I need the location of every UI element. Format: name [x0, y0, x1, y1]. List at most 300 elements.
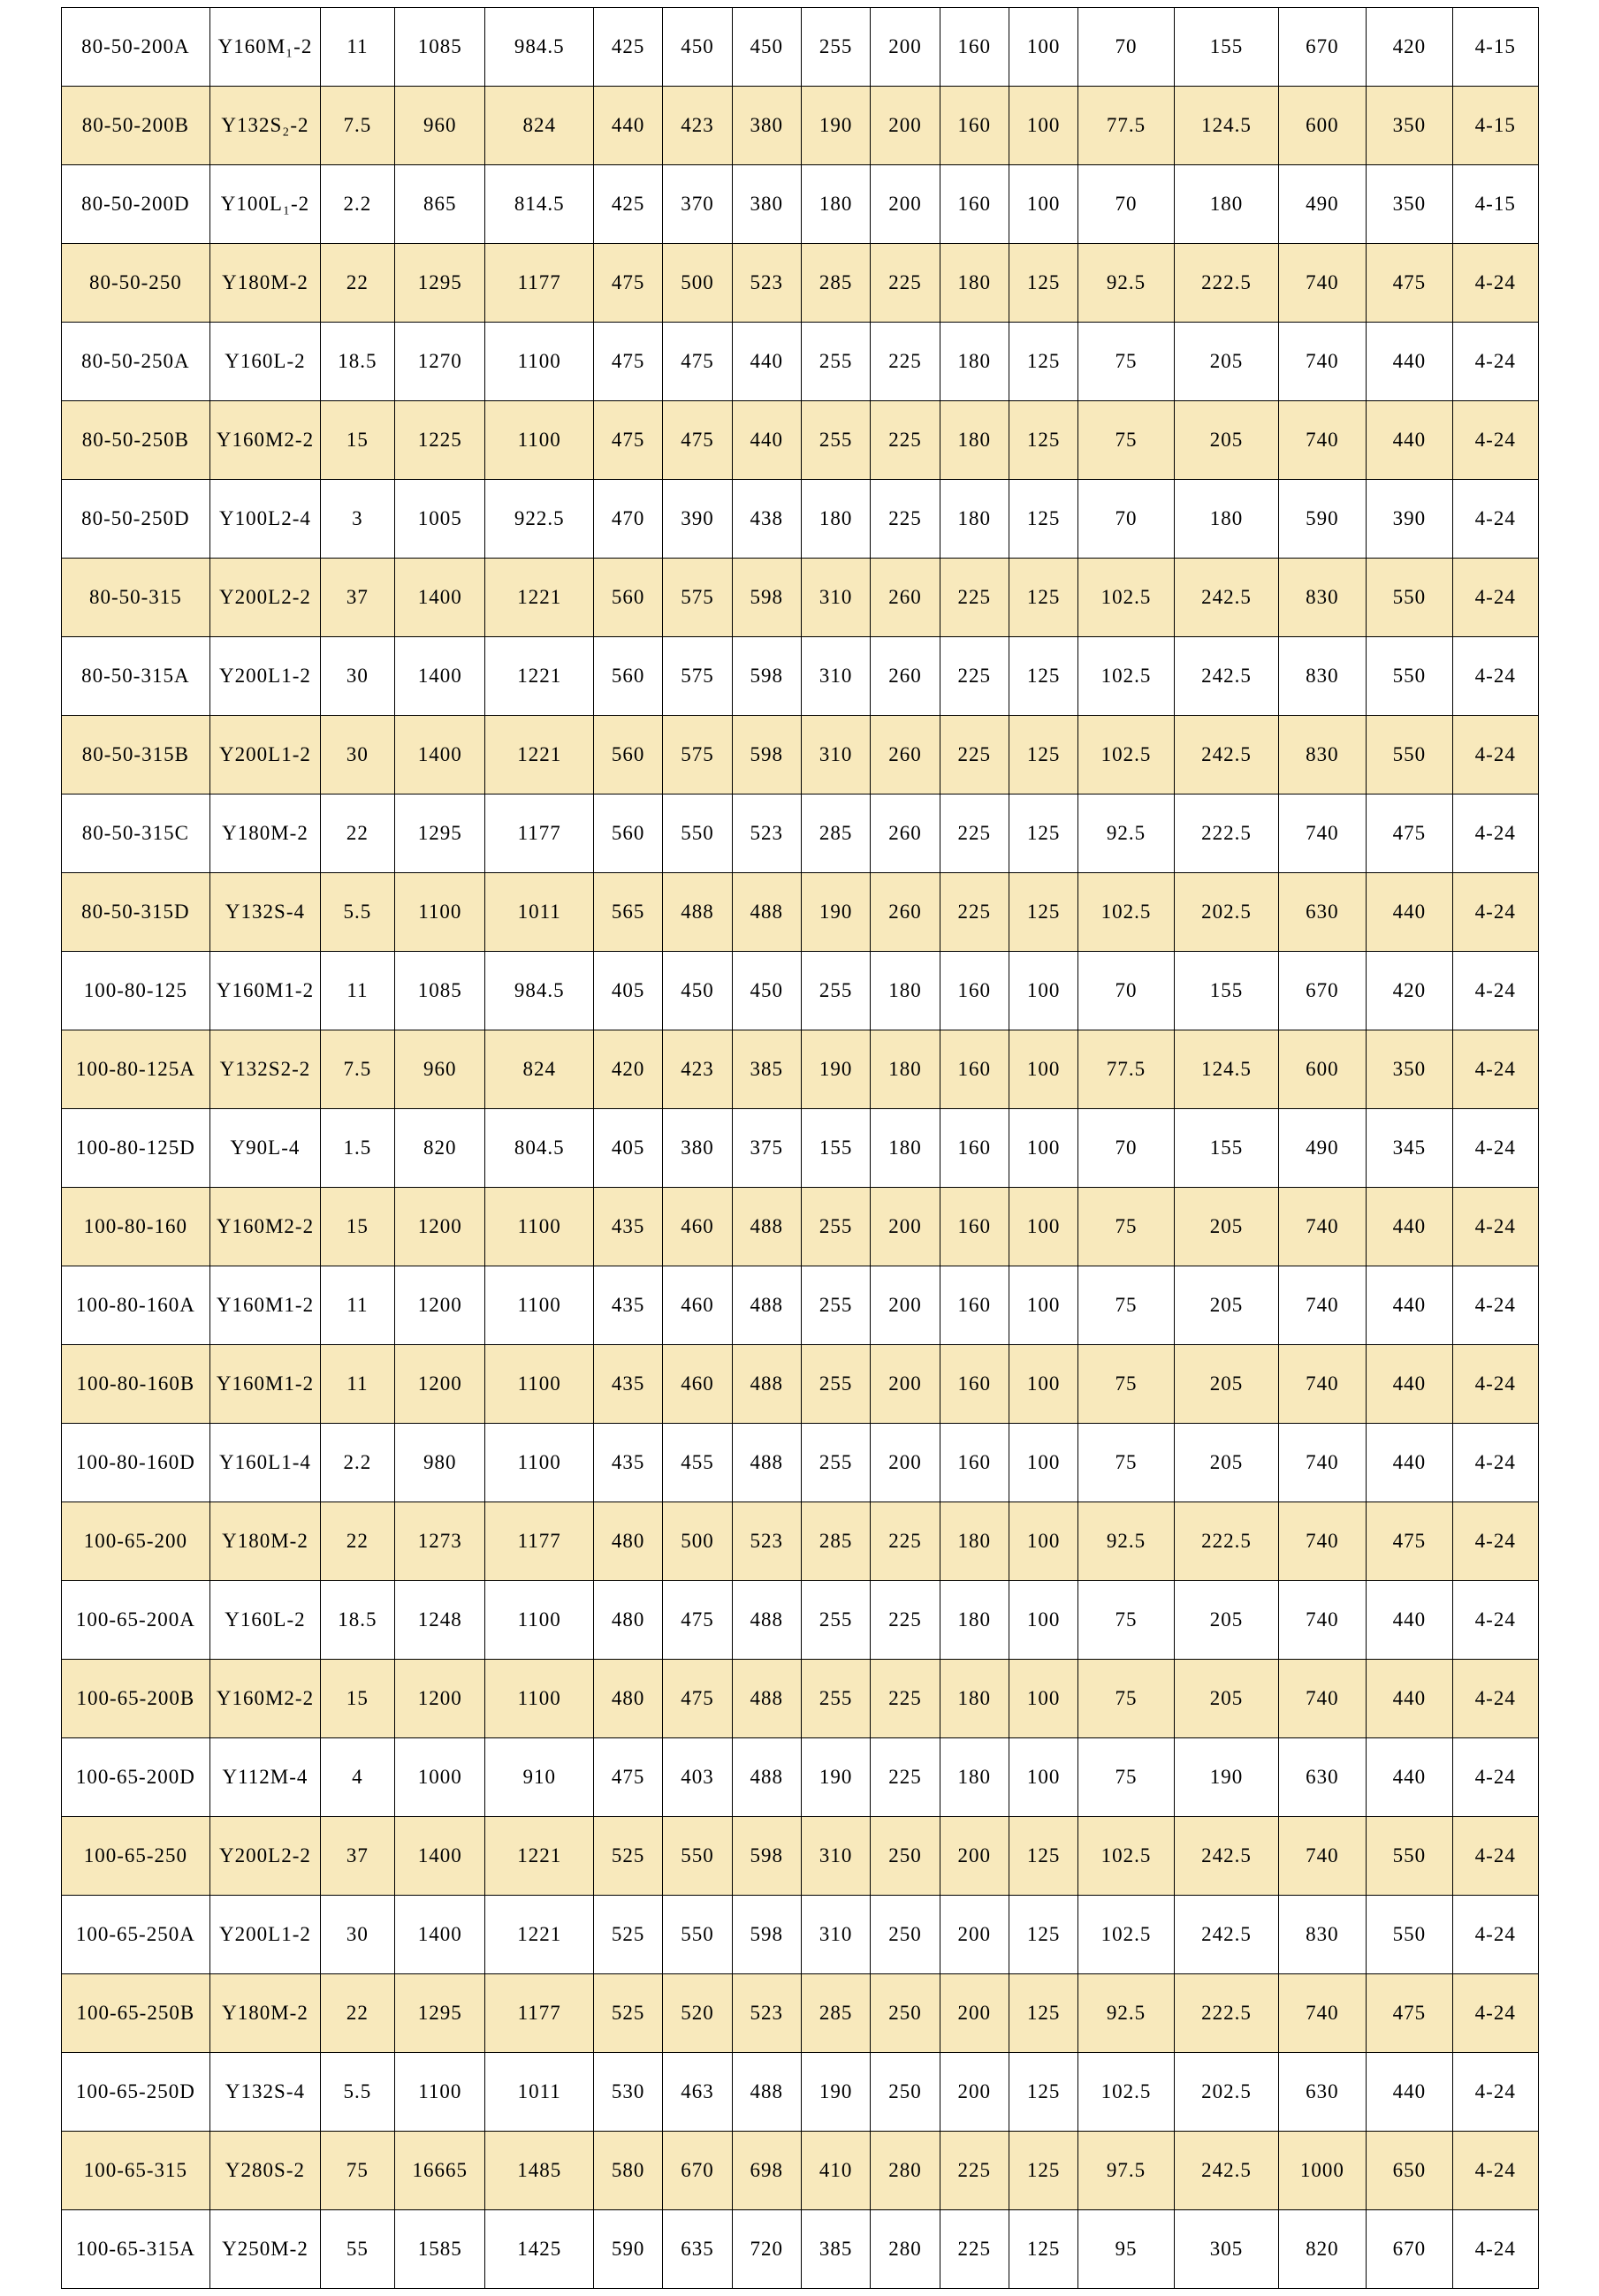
cell-dim_e: 488: [732, 1660, 801, 1738]
cell-dim_e: 488: [732, 1581, 801, 1660]
cell-dim_l: 740: [1279, 1502, 1366, 1581]
table-row: [61, 873, 1538, 952]
cell-dim_e: 598: [732, 637, 801, 716]
cell-dim_e: 720: [732, 2210, 801, 2289]
cell-dim_b: 984.5: [485, 952, 594, 1030]
cell-dim_e: 698: [732, 2132, 801, 2210]
cell-dim_b: 922.5: [485, 480, 594, 559]
cell-dim_h: 225: [940, 2132, 1009, 2210]
cell-dim_m: 475: [1366, 244, 1452, 323]
cell-dim_d: 550: [663, 1896, 732, 1974]
cell-dim_g: 180: [871, 1109, 940, 1188]
cell-dim_g: 200: [871, 1266, 940, 1345]
cell-power_kw: 15: [320, 1660, 394, 1738]
cell-dim_d: 575: [663, 637, 732, 716]
cell-motor: Y160M2-2: [210, 1660, 321, 1738]
cell-dim_k: 205: [1174, 1266, 1278, 1345]
cell-dim_g: 225: [871, 1660, 940, 1738]
cell-dim_m: 350: [1366, 1030, 1452, 1109]
cell-bolts: 4-24: [1453, 1581, 1538, 1660]
cell-bolts: 4-24: [1453, 1424, 1538, 1502]
cell-dim_g: 225: [871, 1502, 940, 1581]
cell-dim_m: 440: [1366, 1424, 1452, 1502]
cell-dim_h: 160: [940, 1030, 1009, 1109]
cell-dim_d: 475: [663, 323, 732, 401]
cell-dim_k: 205: [1174, 1581, 1278, 1660]
cell-bolts: 4-24: [1453, 716, 1538, 794]
cell-dim_b: 1100: [485, 1266, 594, 1345]
cell-dim_l: 740: [1279, 794, 1366, 873]
cell-dim_l: 740: [1279, 323, 1366, 401]
cell-dim_d: 423: [663, 1030, 732, 1109]
cell-dim_f: 310: [801, 559, 870, 637]
cell-dim_h: 225: [940, 794, 1009, 873]
cell-dim_l: 590: [1279, 480, 1366, 559]
cell-dim_k: 222.5: [1174, 1502, 1278, 1581]
cell-dim_l: 740: [1279, 1345, 1366, 1424]
cell-power_kw: 15: [320, 1188, 394, 1266]
cell-motor: Y160L-2: [210, 323, 321, 401]
cell-dim_f: 385: [801, 2210, 870, 2289]
cell-dim_a: 865: [395, 165, 485, 244]
table-row: [61, 559, 1538, 637]
cell-dim_j: 75: [1078, 1424, 1174, 1502]
cell-model: 80-50-315D: [61, 873, 210, 952]
cell-dim_l: 830: [1279, 716, 1366, 794]
cell-motor: Y160M2-2: [210, 1188, 321, 1266]
cell-dim_h: 180: [940, 323, 1009, 401]
cell-bolts: 4-24: [1453, 1974, 1538, 2053]
cell-dim_h: 200: [940, 1974, 1009, 2053]
cell-dim_f: 190: [801, 87, 870, 165]
cell-model: 100-65-200B: [61, 1660, 210, 1738]
cell-dim_a: 1248: [395, 1581, 485, 1660]
cell-dim_j: 92.5: [1078, 794, 1174, 873]
cell-dim_e: 380: [732, 165, 801, 244]
cell-power_kw: 11: [320, 952, 394, 1030]
cell-bolts: 4-24: [1453, 1738, 1538, 1817]
cell-dim_m: 440: [1366, 1266, 1452, 1345]
cell-dim_i: 125: [1009, 1974, 1077, 2053]
cell-dim_l: 670: [1279, 952, 1366, 1030]
cell-dim_f: 310: [801, 1817, 870, 1896]
cell-motor: Y160M1-2: [210, 1345, 321, 1424]
cell-dim_a: 1200: [395, 1660, 485, 1738]
cell-power_kw: 30: [320, 637, 394, 716]
cell-dim_c: 525: [593, 1817, 662, 1896]
cell-dim_c: 435: [593, 1188, 662, 1266]
cell-dim_e: 488: [732, 1738, 801, 1817]
cell-dim_c: 425: [593, 8, 662, 87]
cell-dim_m: 650: [1366, 2132, 1452, 2210]
cell-dim_g: 225: [871, 480, 940, 559]
cell-dim_e: 440: [732, 323, 801, 401]
cell-dim_m: 670: [1366, 2210, 1452, 2289]
cell-dim_e: 598: [732, 1817, 801, 1896]
cell-dim_k: 242.5: [1174, 637, 1278, 716]
cell-dim_h: 160: [940, 1345, 1009, 1424]
cell-dim_b: 1177: [485, 1974, 594, 2053]
cell-dim_d: 450: [663, 8, 732, 87]
cell-dim_d: 575: [663, 716, 732, 794]
cell-dim_k: 124.5: [1174, 87, 1278, 165]
cell-dim_i: 125: [1009, 1896, 1077, 1974]
cell-motor: Y180M-2: [210, 1974, 321, 2053]
cell-dim_b: 1100: [485, 401, 594, 480]
cell-dim_h: 180: [940, 401, 1009, 480]
cell-dim_j: 70: [1078, 1109, 1174, 1188]
cell-bolts: 4-24: [1453, 323, 1538, 401]
cell-dim_d: 475: [663, 401, 732, 480]
cell-dim_k: 205: [1174, 1188, 1278, 1266]
cell-dim_d: 450: [663, 952, 732, 1030]
cell-dim_c: 560: [593, 559, 662, 637]
cell-dim_j: 75: [1078, 1345, 1174, 1424]
cell-dim_d: 463: [663, 2053, 732, 2132]
cell-dim_i: 125: [1009, 1817, 1077, 1896]
cell-model: 100-65-315A: [61, 2210, 210, 2289]
cell-dim_c: 560: [593, 637, 662, 716]
cell-dim_a: 1085: [395, 952, 485, 1030]
cell-dim_f: 255: [801, 952, 870, 1030]
cell-dim_e: 598: [732, 716, 801, 794]
cell-model: 80-50-315B: [61, 716, 210, 794]
table-body: [61, 8, 1538, 2289]
cell-dim_m: 475: [1366, 1502, 1452, 1581]
cell-dim_l: 830: [1279, 637, 1366, 716]
cell-dim_c: 405: [593, 1109, 662, 1188]
cell-dim_k: 222.5: [1174, 1974, 1278, 2053]
cell-dim_c: 435: [593, 1266, 662, 1345]
cell-power_kw: 55: [320, 2210, 394, 2289]
cell-motor: Y180M-2: [210, 1502, 321, 1581]
cell-dim_e: 375: [732, 1109, 801, 1188]
cell-model: 100-65-250B: [61, 1974, 210, 2053]
cell-motor: Y132S-4: [210, 873, 321, 952]
cell-dim_k: 180: [1174, 480, 1278, 559]
cell-dim_d: 460: [663, 1266, 732, 1345]
cell-dim_j: 75: [1078, 1581, 1174, 1660]
cell-dim_d: 488: [663, 873, 732, 952]
cell-model: 80-50-315C: [61, 794, 210, 873]
cell-dim_f: 285: [801, 1974, 870, 2053]
cell-power_kw: 22: [320, 1502, 394, 1581]
pump-specification-table: [61, 7, 1539, 2289]
cell-dim_d: 370: [663, 165, 732, 244]
cell-bolts: 4-24: [1453, 1345, 1538, 1424]
cell-dim_f: 180: [801, 165, 870, 244]
cell-dim_i: 100: [1009, 1660, 1077, 1738]
cell-dim_h: 225: [940, 637, 1009, 716]
cell-bolts: 4-24: [1453, 2132, 1538, 2210]
cell-bolts: 4-24: [1453, 2053, 1538, 2132]
cell-dim_m: 550: [1366, 1896, 1452, 1974]
cell-dim_i: 100: [1009, 1030, 1077, 1109]
cell-dim_g: 250: [871, 1817, 940, 1896]
cell-dim_h: 225: [940, 2210, 1009, 2289]
cell-dim_a: 1400: [395, 716, 485, 794]
cell-dim_k: 205: [1174, 1660, 1278, 1738]
cell-dim_b: 1221: [485, 1896, 594, 1974]
cell-dim_m: 475: [1366, 1974, 1452, 2053]
cell-bolts: 4-15: [1453, 165, 1538, 244]
cell-bolts: 4-24: [1453, 1266, 1538, 1345]
cell-dim_i: 100: [1009, 1581, 1077, 1660]
cell-dim_m: 350: [1366, 87, 1452, 165]
cell-dim_m: 390: [1366, 480, 1452, 559]
cell-dim_h: 160: [940, 1188, 1009, 1266]
cell-dim_m: 440: [1366, 1581, 1452, 1660]
cell-model: 100-80-125: [61, 952, 210, 1030]
table-row: [61, 480, 1538, 559]
cell-bolts: 4-24: [1453, 794, 1538, 873]
cell-dim_k: 305: [1174, 2210, 1278, 2289]
cell-dim_c: 440: [593, 87, 662, 165]
cell-dim_m: 440: [1366, 1345, 1452, 1424]
cell-dim_c: 560: [593, 794, 662, 873]
cell-dim_m: 440: [1366, 323, 1452, 401]
cell-model: 100-80-160B: [61, 1345, 210, 1424]
cell-dim_l: 820: [1279, 2210, 1366, 2289]
cell-dim_b: 824: [485, 87, 594, 165]
cell-dim_m: 420: [1366, 8, 1452, 87]
cell-dim_d: 475: [663, 1581, 732, 1660]
cell-dim_c: 580: [593, 2132, 662, 2210]
cell-bolts: 4-24: [1453, 952, 1538, 1030]
cell-dim_l: 630: [1279, 2053, 1366, 2132]
cell-model: 80-50-250B: [61, 401, 210, 480]
cell-dim_c: 530: [593, 2053, 662, 2132]
cell-dim_a: 1270: [395, 323, 485, 401]
cell-dim_j: 70: [1078, 952, 1174, 1030]
cell-model: 100-65-250D: [61, 2053, 210, 2132]
cell-power_kw: 15: [320, 401, 394, 480]
cell-dim_d: 550: [663, 1817, 732, 1896]
cell-dim_e: 385: [732, 1030, 801, 1109]
cell-power_kw: 2.2: [320, 165, 394, 244]
cell-dim_j: 75: [1078, 1188, 1174, 1266]
cell-dim_g: 200: [871, 1424, 940, 1502]
cell-bolts: 4-15: [1453, 87, 1538, 165]
cell-model: 100-80-125D: [61, 1109, 210, 1188]
cell-dim_h: 180: [940, 1660, 1009, 1738]
table-row: [61, 1974, 1538, 2053]
table-row: [61, 637, 1538, 716]
cell-dim_i: 100: [1009, 1266, 1077, 1345]
cell-motor: Y160M1-2: [210, 1266, 321, 1345]
table-row: [61, 323, 1538, 401]
cell-dim_d: 403: [663, 1738, 732, 1817]
cell-dim_b: 1011: [485, 2053, 594, 2132]
cell-dim_c: 435: [593, 1424, 662, 1502]
table-row: [61, 401, 1538, 480]
cell-dim_i: 125: [1009, 559, 1077, 637]
cell-dim_g: 200: [871, 8, 940, 87]
table-row: [61, 244, 1538, 323]
cell-dim_a: 1400: [395, 1817, 485, 1896]
cell-motor: Y280S-2: [210, 2132, 321, 2210]
cell-dim_g: 260: [871, 873, 940, 952]
cell-dim_m: 440: [1366, 1660, 1452, 1738]
cell-model: 80-50-200D: [61, 165, 210, 244]
cell-dim_e: 523: [732, 244, 801, 323]
cell-bolts: 4-24: [1453, 244, 1538, 323]
cell-dim_h: 160: [940, 87, 1009, 165]
cell-dim_m: 440: [1366, 2053, 1452, 2132]
cell-dim_f: 285: [801, 1502, 870, 1581]
cell-dim_i: 100: [1009, 1345, 1077, 1424]
cell-motor: Y160M1-2: [210, 952, 321, 1030]
cell-dim_m: 345: [1366, 1109, 1452, 1188]
cell-dim_m: 475: [1366, 794, 1452, 873]
cell-dim_a: 1200: [395, 1266, 485, 1345]
cell-dim_d: 520: [663, 1974, 732, 2053]
table-row: [61, 1345, 1538, 1424]
cell-motor: Y160M₁-2: [210, 8, 321, 87]
cell-dim_l: 740: [1279, 1424, 1366, 1502]
cell-dim_d: 670: [663, 2132, 732, 2210]
table-row: [61, 2210, 1538, 2289]
cell-dim_i: 125: [1009, 401, 1077, 480]
cell-motor: Y160L-2: [210, 1581, 321, 1660]
cell-dim_f: 255: [801, 401, 870, 480]
cell-dim_c: 405: [593, 952, 662, 1030]
cell-dim_k: 190: [1174, 1738, 1278, 1817]
cell-dim_j: 92.5: [1078, 244, 1174, 323]
cell-dim_b: 984.5: [485, 8, 594, 87]
cell-dim_c: 480: [593, 1660, 662, 1738]
cell-dim_l: 740: [1279, 1266, 1366, 1345]
cell-power_kw: 30: [320, 1896, 394, 1974]
cell-dim_k: 205: [1174, 1345, 1278, 1424]
cell-bolts: 4-24: [1453, 1109, 1538, 1188]
cell-motor: Y200L1-2: [210, 716, 321, 794]
cell-dim_i: 125: [1009, 2132, 1077, 2210]
cell-dim_i: 100: [1009, 1109, 1077, 1188]
cell-dim_c: 425: [593, 165, 662, 244]
cell-dim_b: 1100: [485, 1345, 594, 1424]
cell-dim_l: 490: [1279, 165, 1366, 244]
cell-dim_g: 250: [871, 2053, 940, 2132]
cell-dim_a: 1400: [395, 559, 485, 637]
cell-model: 100-65-200: [61, 1502, 210, 1581]
table-row: [61, 794, 1538, 873]
cell-dim_g: 260: [871, 559, 940, 637]
cell-dim_j: 102.5: [1078, 637, 1174, 716]
cell-dim_e: 438: [732, 480, 801, 559]
cell-dim_d: 390: [663, 480, 732, 559]
cell-dim_b: 1177: [485, 1502, 594, 1581]
cell-dim_h: 180: [940, 480, 1009, 559]
cell-dim_f: 255: [801, 1581, 870, 1660]
cell-dim_h: 160: [940, 1266, 1009, 1345]
cell-dim_f: 255: [801, 1660, 870, 1738]
cell-dim_j: 102.5: [1078, 1817, 1174, 1896]
cell-dim_f: 180: [801, 480, 870, 559]
cell-dim_b: 1221: [485, 716, 594, 794]
cell-power_kw: 37: [320, 1817, 394, 1896]
cell-dim_l: 670: [1279, 8, 1366, 87]
cell-dim_e: 488: [732, 1345, 801, 1424]
cell-dim_a: 980: [395, 1424, 485, 1502]
cell-dim_k: 222.5: [1174, 794, 1278, 873]
cell-dim_g: 225: [871, 323, 940, 401]
cell-dim_g: 260: [871, 637, 940, 716]
cell-dim_h: 225: [940, 873, 1009, 952]
cell-dim_j: 75: [1078, 323, 1174, 401]
cell-dim_j: 102.5: [1078, 1896, 1174, 1974]
cell-dim_f: 155: [801, 1109, 870, 1188]
cell-dim_d: 423: [663, 87, 732, 165]
cell-dim_a: 1100: [395, 873, 485, 952]
cell-dim_b: 1011: [485, 873, 594, 952]
cell-dim_a: 960: [395, 1030, 485, 1109]
cell-dim_k: 242.5: [1174, 1817, 1278, 1896]
table-row: [61, 8, 1538, 87]
cell-dim_e: 488: [732, 1266, 801, 1345]
cell-power_kw: 11: [320, 1345, 394, 1424]
cell-dim_c: 480: [593, 1581, 662, 1660]
cell-motor: Y100L₁-2: [210, 165, 321, 244]
cell-dim_g: 200: [871, 165, 940, 244]
cell-motor: Y160M2-2: [210, 401, 321, 480]
cell-dim_g: 260: [871, 716, 940, 794]
cell-dim_k: 242.5: [1174, 2132, 1278, 2210]
cell-dim_h: 180: [940, 244, 1009, 323]
cell-model: 100-65-200D: [61, 1738, 210, 1817]
cell-dim_j: 75: [1078, 1738, 1174, 1817]
cell-dim_d: 380: [663, 1109, 732, 1188]
cell-bolts: 4-15: [1453, 8, 1538, 87]
cell-dim_j: 102.5: [1078, 873, 1174, 952]
cell-dim_h: 160: [940, 1109, 1009, 1188]
cell-dim_c: 475: [593, 1738, 662, 1817]
cell-dim_j: 92.5: [1078, 1974, 1174, 2053]
cell-dim_h: 225: [940, 716, 1009, 794]
cell-dim_a: 1200: [395, 1345, 485, 1424]
cell-dim_f: 255: [801, 323, 870, 401]
cell-model: 80-50-250D: [61, 480, 210, 559]
cell-dim_b: 1221: [485, 1817, 594, 1896]
cell-dim_i: 125: [1009, 2210, 1077, 2289]
cell-dim_j: 77.5: [1078, 1030, 1174, 1109]
cell-dim_l: 740: [1279, 401, 1366, 480]
table-row: [61, 165, 1538, 244]
cell-dim_i: 100: [1009, 952, 1077, 1030]
cell-dim_a: 820: [395, 1109, 485, 1188]
cell-dim_a: 1000: [395, 1738, 485, 1817]
cell-dim_f: 310: [801, 1896, 870, 1974]
cell-motor: Y200L2-2: [210, 1817, 321, 1896]
cell-dim_m: 420: [1366, 952, 1452, 1030]
cell-dim_d: 500: [663, 1502, 732, 1581]
cell-dim_g: 225: [871, 1581, 940, 1660]
cell-dim_l: 600: [1279, 1030, 1366, 1109]
cell-dim_l: 740: [1279, 1974, 1366, 2053]
cell-motor: Y132S2-2: [210, 1030, 321, 1109]
cell-model: 100-80-160A: [61, 1266, 210, 1345]
cell-dim_g: 260: [871, 794, 940, 873]
cell-dim_h: 200: [940, 1896, 1009, 1974]
cell-dim_h: 160: [940, 1424, 1009, 1502]
cell-dim_d: 635: [663, 2210, 732, 2289]
cell-dim_k: 155: [1174, 952, 1278, 1030]
cell-bolts: 4-24: [1453, 873, 1538, 952]
cell-dim_j: 102.5: [1078, 716, 1174, 794]
cell-dim_j: 70: [1078, 8, 1174, 87]
cell-dim_l: 490: [1279, 1109, 1366, 1188]
cell-dim_h: 160: [940, 952, 1009, 1030]
